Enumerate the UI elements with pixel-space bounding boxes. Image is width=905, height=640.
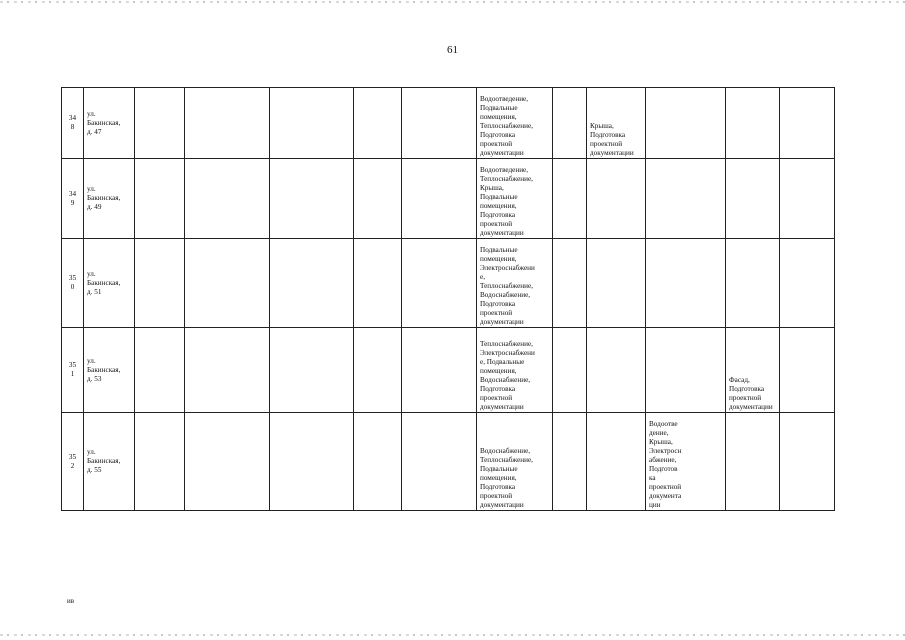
address-cell: ул. Бакинская, д. 49 bbox=[84, 159, 135, 239]
row-number-cell: 35 0 bbox=[62, 239, 84, 328]
empty-cell bbox=[780, 328, 835, 413]
address-cell: ул. Бакинская, д. 53 bbox=[84, 328, 135, 413]
empty-cell bbox=[135, 328, 185, 413]
row-number-cell: 35 1 bbox=[62, 328, 84, 413]
empty-cell bbox=[185, 413, 270, 511]
works-list-cell: Теплоснабжение, Электроснабжени е, Подвальные помещения, Водоснабжение, Подготовка проектной документации bbox=[477, 328, 553, 413]
address-cell: ул. Бакинская, д. 55 bbox=[84, 413, 135, 511]
empty-cell bbox=[185, 239, 270, 328]
page-number: 61 bbox=[447, 44, 458, 56]
works-extra-cell: Крыша, Подготовка проектной документации bbox=[587, 88, 646, 159]
empty-cell bbox=[553, 159, 587, 239]
empty-cell bbox=[646, 159, 726, 239]
works-list-cell: Водоснабжение, Теплоснабжение, Подвальные помещения, Подготовка проектной документации bbox=[477, 413, 553, 511]
empty-cell bbox=[587, 413, 646, 511]
empty-cell bbox=[553, 413, 587, 511]
empty-cell bbox=[587, 328, 646, 413]
empty-cell bbox=[587, 159, 646, 239]
empty-cell bbox=[354, 88, 402, 159]
table-row bbox=[62, 88, 835, 159]
empty-cell bbox=[270, 239, 354, 328]
empty-cell bbox=[402, 159, 477, 239]
empty-cell bbox=[354, 328, 402, 413]
address-cell: ул. Бакинская, д. 51 bbox=[84, 239, 135, 328]
scan-edge-top bbox=[0, 1, 905, 3]
table-row bbox=[62, 413, 835, 511]
empty-cell bbox=[270, 328, 354, 413]
facade-works-cell: Фасад, Подготовка проектной документации bbox=[726, 328, 780, 413]
empty-cell bbox=[135, 239, 185, 328]
empty-cell bbox=[726, 88, 780, 159]
table-row bbox=[62, 239, 835, 328]
table-row bbox=[62, 159, 835, 239]
works-list-cell: Водоотведение, Теплоснабжение, Крыша, Подвальные помещения, Подготовка проектной документации bbox=[477, 159, 553, 239]
empty-cell bbox=[270, 413, 354, 511]
works-list-cell: Подвальные помещения, Электроснабжени е, Теплоснабжение, Водоснабжение, Подготовка проектной документации bbox=[477, 239, 553, 328]
empty-cell bbox=[402, 413, 477, 511]
empty-cell bbox=[646, 239, 726, 328]
empty-cell bbox=[587, 239, 646, 328]
empty-cell bbox=[185, 88, 270, 159]
empty-cell bbox=[402, 239, 477, 328]
empty-cell bbox=[135, 413, 185, 511]
row-number-cell: 34 9 bbox=[62, 159, 84, 239]
empty-cell bbox=[402, 88, 477, 159]
row-number-cell: 34 8 bbox=[62, 88, 84, 159]
empty-cell bbox=[726, 159, 780, 239]
table-row bbox=[62, 328, 835, 413]
empty-cell bbox=[185, 159, 270, 239]
empty-cell bbox=[270, 159, 354, 239]
empty-cell bbox=[780, 413, 835, 511]
empty-cell bbox=[553, 88, 587, 159]
empty-cell bbox=[553, 239, 587, 328]
empty-cell bbox=[135, 159, 185, 239]
empty-cell bbox=[402, 328, 477, 413]
empty-cell bbox=[780, 88, 835, 159]
narrow-works-cell: Водоотве дение, Крыша, Электросн абжение, Подготов ка проектной документа ции bbox=[646, 413, 726, 511]
empty-cell bbox=[270, 88, 354, 159]
footer-mark: ив bbox=[67, 597, 75, 605]
empty-cell bbox=[780, 159, 835, 239]
empty-cell bbox=[185, 328, 270, 413]
works-table bbox=[61, 87, 835, 511]
empty-cell bbox=[354, 239, 402, 328]
empty-cell bbox=[354, 413, 402, 511]
empty-cell bbox=[354, 159, 402, 239]
empty-cell bbox=[726, 239, 780, 328]
empty-cell bbox=[780, 239, 835, 328]
empty-cell bbox=[135, 88, 185, 159]
address-cell: ул. Бакинская, д. 47 bbox=[84, 88, 135, 159]
empty-cell bbox=[646, 88, 726, 159]
empty-cell bbox=[553, 328, 587, 413]
works-list-cell: Водоотведение, Подвальные помещения, Теплоснабжение, Подготовка проектной документации bbox=[477, 88, 553, 159]
scan-edge-bottom bbox=[0, 634, 905, 636]
row-number-cell: 35 2 bbox=[62, 413, 84, 511]
empty-cell bbox=[726, 413, 780, 511]
empty-cell bbox=[646, 328, 726, 413]
